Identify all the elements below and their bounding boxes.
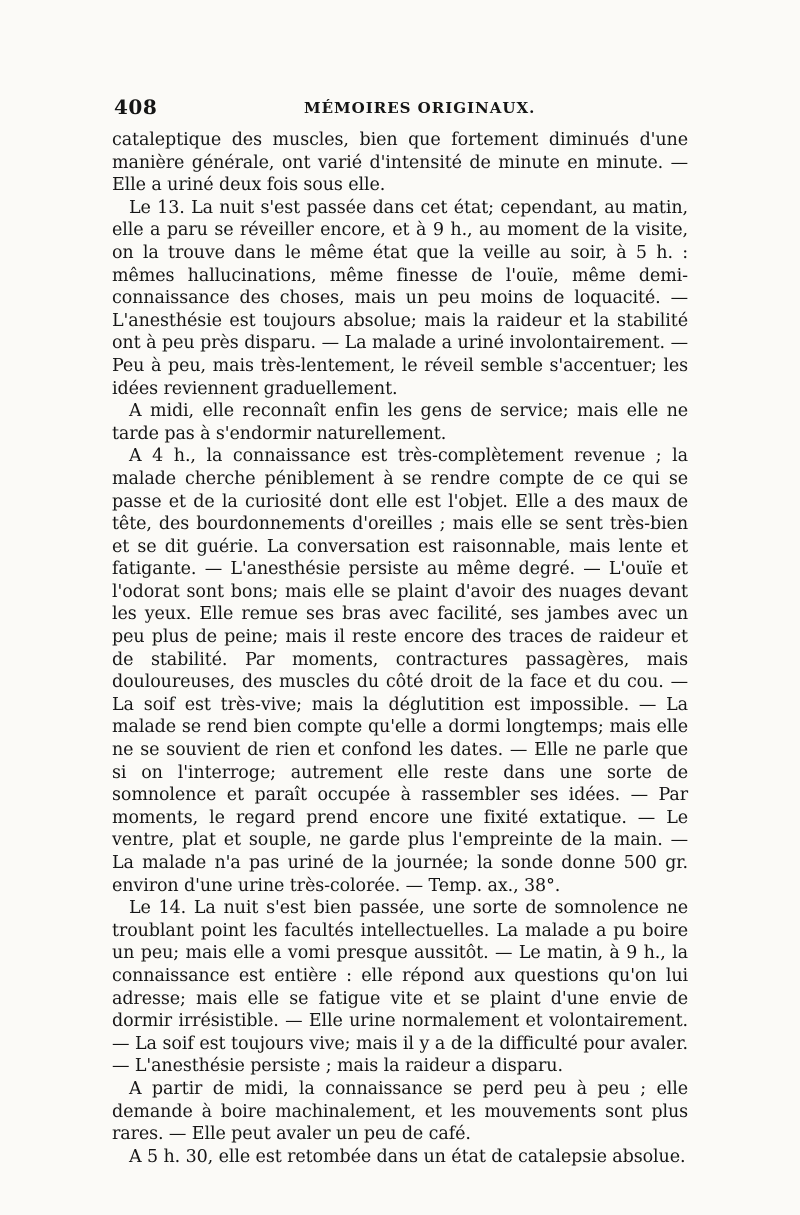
paragraph-4h: A 4 h., la connaissance est très-complètement revenue ; la malade cherche péniblement à se rendre compte de ce qui se passe et de la curiosité dont elle est l'objet. Elle a des maux de tête, des bourdonnements d'oreilles ; mais elle se sent très-bien et se dit guérie. La conversation est raisonnable, mais lente et fatigante. — L'anesthésie persiste au même degré. — L'ouïe et l'odorat sont bons; mais elle se plaint d'avoir des nuages devant les yeux. Elle remue ses bras avec facilité, ses jambes avec un peu plus de peine; mais il reste encore des traces de raideur et de stabilité. Par moments, contractures passagères, mais douloureuses, des muscles du côté droit de la face et du cou. — La soif est très-vive; mais la déglutition est impossible. — La malade se rend bien compte qu'elle a dormi longtemps; mais elle ne se souvient de rien et confond les dates. — Elle ne parle que si on l'interroge; autrement elle reste dans une sorte de somnolence et paraît occupée à rassembler ses idées. — Par moments, le regard prend encore une fixité extatique. — Le ventre, plat et souple, ne garde plus l'empreinte de la main. — La malade n'a pas uriné de la journée; la sonde donne 500 gr. environ d'une urine très-colorée. — Temp. ax., 38°. bbox=[112, 446, 688, 896]
page-number: 408 bbox=[114, 95, 158, 119]
paragraph-day-13: Le 13. La nuit s'est passée dans cet état; cependant, au matin, elle a paru se réveiller encore, et à 9 h., au moment de la visite, on la trouve dans le même état que la veille au soir, à 5 h. : mêmes hallucinations, même finesse de l'ouïe, même demi-connaissance des choses, mais un peu moins de loquacité. — L'anesthésie est toujours absolue; mais la raideur et la stabilité ont à peu près disparu. — La malade a uriné involontairement. — Peu à peu, mais très-lentement, le réveil semble s'accentuer; les idées reviennent graduellement. bbox=[112, 197, 688, 399]
paragraph-530h: A 5 h. 30, elle est retombée dans un état de catalepsie absolue. bbox=[129, 1146, 686, 1167]
paragraph-midday: A midi, elle reconnaît enfin les gens de service; mais elle ne tarde pas à s'endormir naturellement. bbox=[112, 401, 688, 444]
body-text bbox=[112, 129, 688, 1168]
book-page bbox=[112, 95, 688, 1168]
paragraph-continuation: cataleptique des muscles, bien que fortement diminués d'une manière générale, ont varié d'intensité de minute en minute. — Elle a uriné deux fois sous elle. bbox=[112, 130, 688, 196]
page-header bbox=[112, 95, 688, 125]
running-head: MÉMOIRES ORIGINAUX. bbox=[304, 99, 536, 117]
paragraph-day-14: Le 14. La nuit s'est bien passée, une sorte de somnolence ne troublant point les facultés intellectuelles. La malade a pu boire un peu; mais elle a vomi presque aussitôt. — Le matin, à 9 h., la connaissance est entière : elle répond aux questions qu'on lui adresse; mais elle se fatigue vite et se plaint d'une envie de dormir irrésistible. — Elle urine normalement et volontairement. — La soif est toujours vive; mais il y a de la difficulté pour avaler. — L'anesthésie persiste ; mais la raideur a disparu. bbox=[112, 898, 688, 1077]
paragraph-afternoon: A partir de midi, la connaissance se perd peu à peu ; elle demande à boire machinalement, et les mouvements sont plus rares. — Elle peut avaler un peu de café. bbox=[112, 1078, 688, 1145]
